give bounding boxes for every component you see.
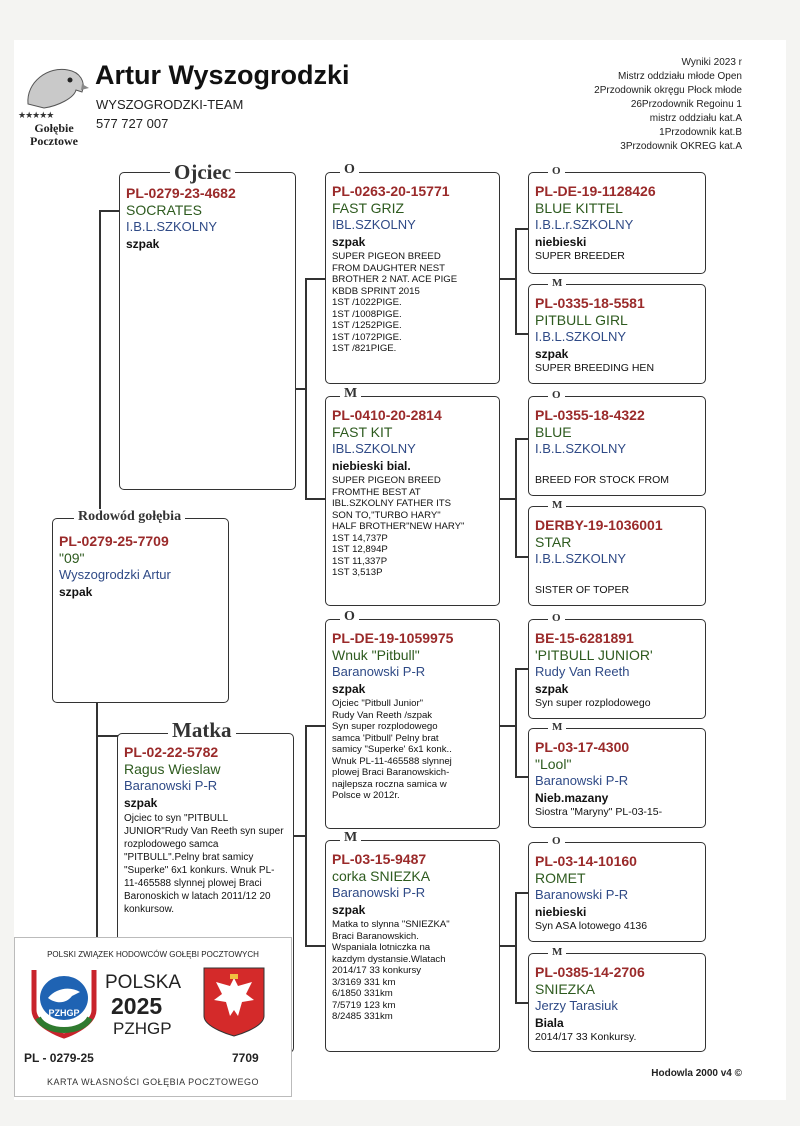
breed-name: IBL.SZKOLNY (332, 217, 416, 232)
pigeon-color (535, 567, 699, 585)
connector-line (305, 725, 325, 727)
owner-name: Artur Wyszogrodzki (95, 60, 350, 90)
breed-name: Jerzy Tarasiuk (535, 998, 618, 1013)
great-grandparent-box (528, 842, 706, 942)
pigeon-notes: SUPER PIGEON BREED FROM DAUGHTER NEST BROTHER 2 NAT. ACE PIGE KBDB SPRINT 2015 1ST /1022PIGE. 1ST /1008PIGE. 1ST /1252PIGE. 1ST /1072PIGE. 1ST /821PIGE. (332, 251, 458, 354)
breed-name: I.B.L.SZKOLNY (126, 219, 218, 234)
great-grandparent-box (528, 506, 706, 606)
connector-line (515, 892, 517, 1002)
ring-number: PL-DE-19-1128426 (535, 183, 656, 199)
pigeon-name: BLUE KITTEL (535, 200, 623, 216)
father-title: Ojciec (170, 160, 235, 185)
pigeon-name: "Lool" (535, 756, 572, 772)
phone-number: 577 727 007 (96, 116, 169, 131)
pigeon-notes: BREED FOR STOCK FROM (535, 474, 669, 486)
breed-name: Rudy Van Reeth (535, 664, 630, 679)
pigeon-color: niebieski bial. (332, 459, 411, 473)
pigeon-notes: Siostra "Maryny" PL-03-15- (535, 806, 663, 818)
paternal-grandmother-box (325, 396, 500, 606)
maternal-grandfather-box (325, 619, 500, 829)
club-logo (18, 62, 90, 152)
paternal-grandfather-box (325, 172, 500, 384)
pigeon-color: szpak (535, 347, 569, 361)
result-line: Wyniki 2023 r (681, 57, 742, 68)
breed-name: Baranowski P-R (535, 773, 629, 788)
sex-marker: M (340, 830, 361, 846)
ring-number: PL-0355-18-4322 (535, 407, 645, 423)
card-title: POLSKI ZWIĄZEK HODOWCÓW GOŁĘBI POCZTOWYCH (47, 950, 259, 959)
result-line: 26Przodownik Regoinu 1 (630, 99, 742, 110)
ring-number: PL-0279-25-7709 (59, 533, 169, 549)
pigeon-color: niebieski (535, 905, 587, 919)
emblem-text: PZHGP (48, 1008, 80, 1018)
connector-line (515, 333, 528, 335)
connector-line (305, 725, 307, 945)
result-line: Mistrz oddziału młode Open (618, 71, 742, 82)
ring-number: PL-03-14-10160 (535, 853, 637, 869)
sex-marker: O (548, 165, 565, 177)
sex-marker: O (548, 612, 565, 624)
pigeon-color: szpak (124, 796, 158, 810)
pigeon-notes: Syn ASA lotowego 4136 (535, 920, 648, 932)
pigeon-name: SOCRATES (126, 202, 202, 218)
breed-name: Baranowski P-R (332, 885, 426, 900)
pigeon-name: ROMET (535, 870, 586, 886)
ring-number: PL-0263-20-15771 (332, 183, 450, 199)
pigeon-notes: SUPER BREEDING HEN (535, 362, 655, 374)
pigeon-color: szpak (332, 903, 366, 917)
pigeon-name: FAST GRIZ (332, 200, 405, 216)
great-grandparent-box (528, 619, 706, 719)
pigeon-name: Ragus Wieslaw (124, 761, 221, 777)
pigeon-notes: 2014/17 33 Konkursy. (535, 1031, 637, 1043)
pigeon-color (535, 457, 699, 475)
great-grandparent-box (528, 953, 706, 1052)
pigeon-notes: Ojciec "Pitbull Junior" Rudy Van Reeth /szpak Syn super rozplodowego samca 'Pitbull' Pelny brat samicy "Superke' 6x1 konk.. Wnuk PL-11-465588 slynnej plowej Braci Baranowskich- najlepsza roczna samica w Polsce w 2012r. (332, 698, 452, 801)
team-name: WYSZOGRODZKI-TEAM (96, 97, 244, 112)
pigeon-head-icon (18, 62, 90, 112)
sex-marker: M (548, 499, 566, 511)
card-year: 2025 (111, 993, 163, 1019)
pigeon-name: STAR (535, 534, 572, 550)
ring-number: BE-15-6281891 (535, 630, 634, 646)
results-list (594, 56, 742, 154)
breed-name: Baranowski P-R (332, 664, 426, 679)
card-footer: KARTA WŁASNOŚCI GOŁĘBIA POCZTOWEGO (46, 1077, 260, 1087)
breed-name: Baranowski P-R (535, 887, 629, 902)
mother-title: Matka (168, 718, 236, 743)
pigeon-notes: SISTER OF TOPER (535, 584, 630, 596)
ring-number: PL-DE-19-1059975 (332, 630, 454, 646)
pigeon-color: szpak (332, 235, 366, 249)
connector-line (305, 278, 307, 498)
pigeon-color: Biala (535, 1016, 564, 1030)
card-country: POLSKA (105, 972, 182, 993)
ring-number: PL-03-15-9487 (332, 851, 427, 867)
connector-line (294, 835, 305, 837)
polish-eagle-icon (202, 966, 266, 1038)
connector-line (515, 228, 528, 230)
connector-line (515, 556, 528, 558)
pigeon-notes: SUPER PIGEON BREED FROMTHE BEST AT IBL.SZKOLNY FATHER ITS SON TO,"TURBO HARY" HALF BROTHER"NEW HARY" 1ST 14,737P 1ST 12,894P 1ST 11,337P 1ST 3,513P (332, 475, 465, 578)
sex-marker: O (548, 835, 565, 847)
ring-number: PL-02-22-5782 (124, 744, 219, 760)
ring-number: PL-03-17-4300 (535, 739, 630, 755)
breed-name: Baranowski P-R (124, 778, 218, 793)
card-org: PZHGP (113, 1019, 172, 1038)
ring-number: PL-0279-23-4682 (126, 185, 236, 201)
connector-line (515, 438, 517, 556)
breeder-name: Wyszogrodzki Artur (59, 567, 171, 582)
breed-name: I.B.L.SZKOLNY (535, 329, 627, 344)
great-grandparent-box (528, 728, 706, 828)
pzhgp-emblem-icon (26, 960, 102, 1040)
sex-marker: M (548, 277, 566, 289)
pigeon-name: FAST KIT (332, 424, 393, 440)
connector-line (305, 278, 325, 280)
result-line: 2Przodownik okręgu Płock młode (594, 85, 742, 96)
result-line: 3Przodownik OKREG kat.A (620, 141, 742, 152)
result-line: 1Przodownik kat.B (659, 127, 742, 138)
connector-line (498, 498, 515, 500)
sex-marker: O (340, 609, 359, 625)
ring-number: PL-0410-20-2814 (332, 407, 442, 423)
father-box (119, 172, 296, 490)
connector-line (99, 210, 101, 518)
connector-line (96, 735, 118, 737)
pigeon-color: niebieski (535, 235, 587, 249)
pigeon-name: Wnuk "Pitbull" (332, 647, 420, 663)
pigeon-notes: Syn super rozplodowego (535, 697, 651, 709)
subject-title: Rodowód gołębia (74, 509, 185, 525)
great-grandparent-box (528, 396, 706, 496)
connector-line (515, 438, 528, 440)
connector-line (498, 725, 515, 727)
pigeon-name: BLUE (535, 424, 572, 440)
connector-line (515, 668, 517, 776)
software-footer: Hodowla 2000 v4 © (651, 1068, 742, 1079)
connector-line (305, 945, 325, 947)
connector-line (515, 668, 528, 670)
pigeon-notes: SUPER BREEDER (535, 250, 625, 262)
connector-line (305, 498, 325, 500)
card-ring-number: PL - 0279-25 (24, 1051, 94, 1065)
pigeon-name: "09" (59, 550, 85, 566)
pigeon-name: 'PITBULL JUNIOR' (535, 647, 653, 663)
card-ring-suffix: 7709 (232, 1051, 259, 1065)
sex-marker: M (548, 721, 566, 733)
logo-stars: ★★★★★ (18, 110, 54, 120)
ring-number: DERBY-19-1036001 (535, 517, 663, 533)
pigeon-color: szpak (332, 682, 366, 696)
connector-line (515, 776, 528, 778)
connector-line (515, 228, 517, 333)
ring-number: PL-0335-18-5581 (535, 295, 645, 311)
sex-marker: O (548, 389, 565, 401)
great-grandparent-box (528, 284, 706, 384)
breed-name: I.B.L.SZKOLNY (535, 441, 627, 456)
breed-name: IBL.SZKOLNY (332, 441, 416, 456)
pigeon-notes: Matka to slynna "SNIEZKA" Braci Baranowskich. Wspaniala lotniczka na kazdym dystansie.Wlatach 2014/17 33 konkursy 3/3169 331 km 6/1850 331km 7/5719 123 km 8/2485 331km (332, 919, 450, 1022)
sex-marker: M (548, 946, 566, 958)
pigeon-color: szpak (535, 682, 569, 696)
maternal-grandmother-box (325, 840, 500, 1052)
connector-line (498, 278, 515, 280)
great-grandparent-box (528, 172, 706, 274)
pigeon-color: szpak (126, 237, 160, 251)
subject-box (52, 518, 229, 703)
sex-marker: O (340, 162, 359, 178)
ring-number: PL-0385-14-2706 (535, 964, 645, 980)
pigeon-name: PITBULL GIRL (535, 312, 628, 328)
pigeon-notes: Ojciec to syn "PITBULL JUNIOR"Rudy Van Reeth syn super rozplodowego samca "PITBULL".Pelny brat samicy "Superke" 6x1 konkurs. Wnuk PL-11-465588 slynnej plowej Braci Baronoskich w latach 2011/12 20 konkursow. (124, 813, 284, 915)
result-line: mistrz oddziału kat.A (649, 113, 742, 124)
pigeon-color: Nieb.mazany (535, 791, 609, 805)
connector-line (515, 1002, 528, 1004)
connector-line (515, 892, 528, 894)
pigeon-name: SNIEZKA (535, 981, 595, 997)
pigeon-name: corka SNIEZKA (332, 868, 431, 884)
breed-name: I.B.L.SZKOLNY (535, 551, 627, 566)
sex-marker: M (340, 386, 361, 402)
breed-name: I.B.L.r.SZKOLNY (535, 217, 634, 232)
pigeon-color: szpak (59, 585, 93, 599)
logo-text: Gołębie Pocztowe (30, 121, 78, 148)
connector-line (99, 210, 119, 212)
connector-line (498, 945, 515, 947)
